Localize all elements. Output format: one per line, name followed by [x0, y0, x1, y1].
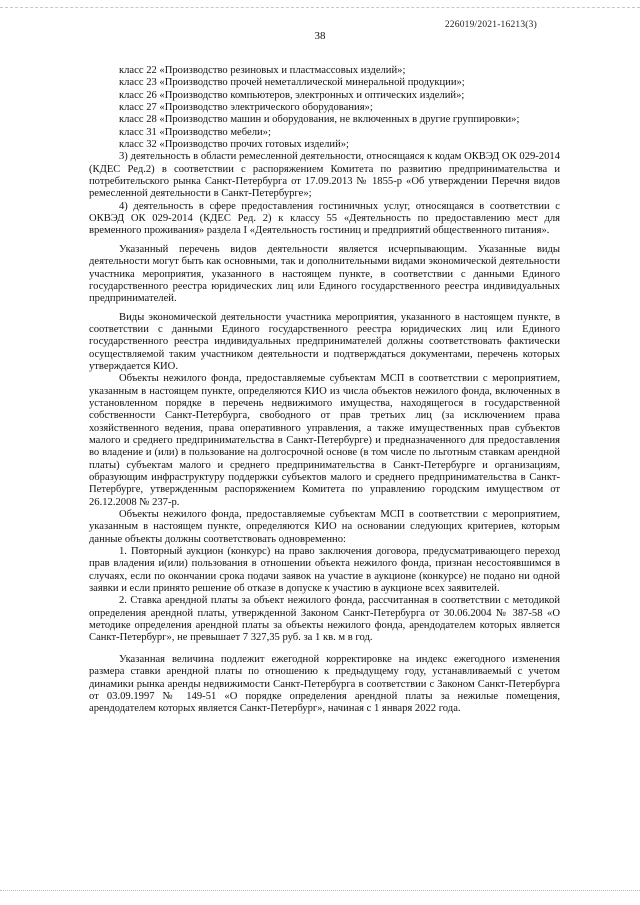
paragraph-class-32: класс 32 «Производство прочих готовых изделий»;	[119, 139, 349, 151]
scan-top-edge	[0, 7, 640, 8]
paragraph-class-27: класс 27 «Производство электрического оборудования»;	[119, 102, 373, 114]
paragraph-indexation: Указанная величина подлежит ежегодной корректировке на индекс ежегодного изменения размера ставки арендной платы по отношению к предыдущему году, устанавливаемый с учетом динамики рынка аренды недвижимости Санкт-Петербурга в соответствии с Законом Санкт-Петербурга от 03.09.1997 № 149-51 «О порядке определения арендной платы за нежилые помещения, арендодателем которых является Санкт-Петербург», начиная с 1 января 2022 года.	[89, 653, 560, 715]
paragraph-item-3: 3) деятельность в области ремесленной деятельности, относящаяся к кодам ОКВЭД ОК 029-2014 (КДЕС Ред.2) в соответствии с распоряжением Комитета по развитию предпринимательства и потребительского рынка Санкт-Петербурга от 17.09.2013 № 1855-р «Об утверждении Перечня видов ремесленной деятельности в Санкт-Петербурге»;	[89, 151, 560, 200]
paragraph-criterion-1: 1. Повторный аукцион (конкурс) на право заключения договора, предусматривающего переход прав владения и(или) пользования в отношении объекта нежилого фонда, признан несостоявшимся в случаях, если по окончании срока подачи заявок на участие в аукционе (конкурсе) не подано ни одной заявки и если принято решение об отказе в допуске к участию в аукционе всех заявителей.	[89, 546, 560, 595]
paragraph-class-26: класс 26 «Производство компьютеров, электронных и оптических изделий»;	[119, 89, 465, 101]
paragraph-criteria: Объекты нежилого фонда, предоставляемые субъектам МСП в соответствии с мероприятием, указанным в настоящем пункте, определяются КИО на основании следующих критериев, которым данные объекты должны соответствовать одновременно:	[89, 509, 560, 545]
page-number: 38	[314, 30, 326, 42]
paragraph-criterion-2: 2. Ставка арендной платы за объект нежилого фонда, рассчитанная в соответствии с методикой определения арендной платы, утвержденной Законом Санкт-Петербурга от 30.06.2004 № 387-58 «О методике определения арендной платы за объекты нежилого фонда, арендодателем которых является Санкт-Петербург», не превышает 7 327,35 руб. за 1 кв. м в год.	[89, 595, 560, 644]
paragraph-class-23: класс 23 «Производство прочей неметаллической минеральной продукции»;	[119, 77, 465, 89]
paragraph-class-31: класс 31 «Производство мебели»;	[119, 126, 271, 138]
paragraph-activity-types: Виды экономической деятельности участника мероприятия, указанного в настоящем пункте, в соответствии с данными Единого государственного реестра юридических лиц или Единого государственного реестра индивидуальных предпринимателей должны соответствовать фактически осуществляемой таким участником деятельности и подтверждаться документами, перечень которых утверждается КИО.	[89, 311, 560, 372]
paragraph-item-4: 4) деятельность в сфере предоставления гостиничных услуг, относящаяся в соответствии с ОКВЭД ОК 029-2014 (КДЕС Ред. 2) к классу 55 «Деятельность по предоставлению мест для временного проживания» раздела I «Деятельность гостиниц и предприятий общественного питания».	[89, 200, 560, 237]
document-id: 226019/2021-16213(3)	[444, 20, 537, 30]
document-body	[89, 65, 560, 716]
paragraph-exhaustive-list: Указанный перечень видов деятельности является исчерпывающим. Указанные виды деятельности могут быть как основными, так и дополнительными видами экономической деятельности участника мероприятия, указанного в настоящем пункте, в соответствии с данными Единого государственного реестра юридических лиц или Единого государственного реестра индивидуальных предпринимателей.	[89, 243, 560, 305]
scan-bottom-edge	[0, 890, 640, 891]
paragraph-objects: Объекты нежилого фонда, предоставляемые субъектам МСП в соответствии с мероприятием, указанным в настоящем пункте, определяются КИО из числа объектов нежилого фонда, включенных в установленном порядке в перечень недвижимого имущества, находящегося в государственной собственности Санкт-Петербурга, свободного от прав третьих лиц (за исключением права хозяйственного ведения, права оперативного управления, а также имущественных прав субъектов малого и среднего предпринимательства в Санкт-Петербурге) и предназначенного для предоставления во владение и (или) в пользование на долгосрочной основе (в том числе по льготным ставкам арендной платы) субъектам малого и среднего предпринимательства в Санкт-Петербурге и организациям, образующим инфраструктуру поддержки субъектов малого и среднего предпринимательства в Санкт-Петербурге, утвержденным распоряжением Комитета по управлению городским имуществом от 26.12.2008 № 237-р.	[89, 373, 560, 508]
paragraph-class-28: класс 28 «Производство машин и оборудования, не включенных в другие группировки»;	[119, 114, 520, 126]
paragraph-class-22: класс 22 «Производство резиновых и пластмассовых изделий»;	[119, 65, 406, 76]
